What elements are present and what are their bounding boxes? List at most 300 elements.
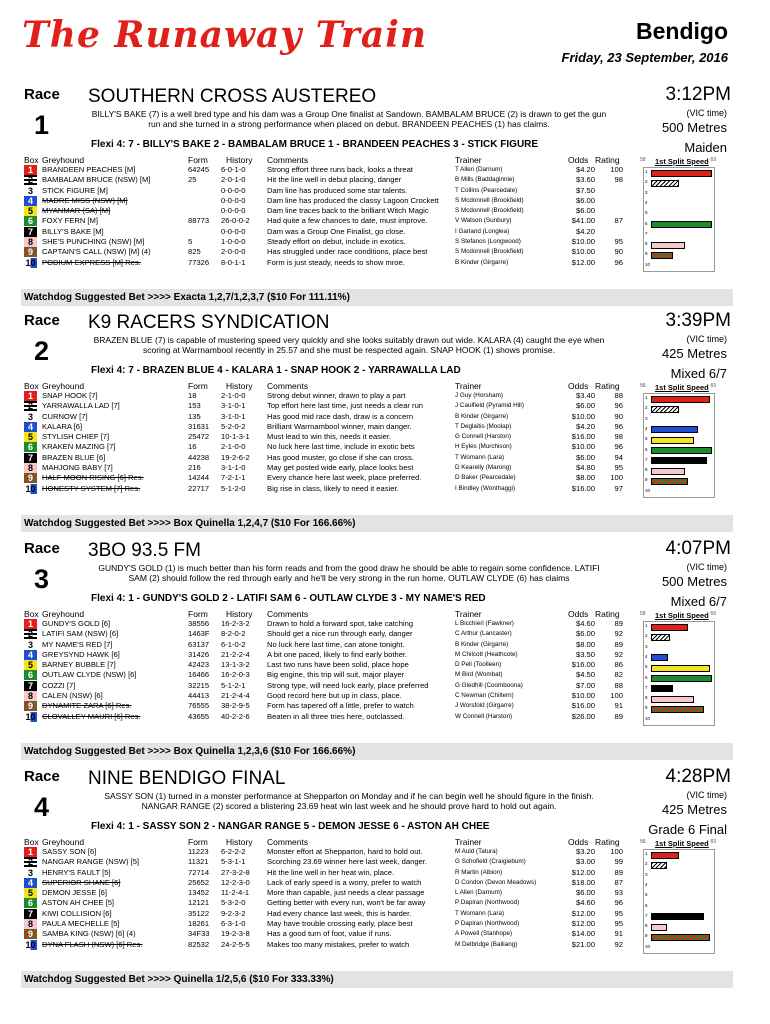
col-box: Box [24,155,39,165]
greyhound-name: GUNDY'S GOLD [6] [42,619,111,628]
speed-bar [651,457,707,464]
rating: 93 [614,888,623,898]
box-number-badge: 8 [24,919,37,929]
comment: Hit the line well in her heat win, place. [267,867,395,877]
box-number-badge: 3 [24,412,37,422]
box-number-badge: 4 [24,650,37,660]
split-speed-chart [639,157,717,277]
odds: $12.00 [571,919,595,929]
col-box: Box [24,609,39,619]
box-number-badge: 6 [24,670,37,680]
race-description: BRAZEN BLUE (7) is capable of mustering speed very quickly and she looks suitably drawn out wide. KALARA (4) caught the eye when scoring at Warrnambool recently in 25.57 and she must be respected again. SNAP HOOK (1) shows promise. [93,335,605,355]
runner-rows [21,391,630,494]
odds: $21.00 [571,939,595,949]
trainer: G Connell (Harston) [455,433,511,441]
odds: $6.00 [575,195,595,205]
rating: 95 [614,237,623,247]
speed-max-label: 69 [710,383,716,389]
race-number: 2 [34,336,50,366]
race-name: SOUTHERN CROSS AUSTEREO [88,86,377,107]
trainer: P Dapiran (Northwood) [455,899,520,907]
greyhound-name: STYLISH CHIEF [7] [42,432,110,442]
odds: $4.50 [575,670,595,680]
greyhound-name: YARRAWALLA LAD [7] [42,401,120,411]
odds: $8.00 [575,473,595,483]
greyhound-name: HENRY'S FAULT [5] [42,867,111,877]
box-number-badge: 3 [24,868,37,878]
speed-bar-label: 6 [645,446,648,452]
odds: $18.00 [571,877,595,887]
trainer: C Newman (Chiltern) [455,692,514,700]
trainer: B Kinder (Girgarre) [455,412,509,420]
runner-row [21,909,630,919]
speed-bar-label: 6 [645,674,648,680]
speed-bar [651,696,694,703]
trainer: T Allen (Darnum) [455,166,503,173]
vic-time-note: (VIC time) [686,108,727,118]
box-number-badge: 5 [24,888,37,898]
race-section-1 [21,84,733,320]
race-number: 3 [34,564,50,594]
box-number-badge: 9 [24,473,37,483]
history: 0-0-0-0 [221,206,246,216]
speed-bar [651,468,685,475]
speed-bar [651,862,667,869]
form: 31426 [188,649,210,659]
trainer: J Guy (Horsham) [455,392,503,399]
runner-row [21,186,630,196]
greyhound-name: NANGAR RANGE (NSW) [5] [42,857,140,867]
speed-bar-label: 10 [645,715,651,721]
comment: Has good muster, go close if she can cross. [267,452,414,462]
history: 21-2-4-4 [221,691,250,701]
speed-bar-label: 2 [645,633,648,639]
race-time: 3:12PM [665,84,731,105]
rating: 87 [614,216,623,226]
box-number-badge: 9 [24,701,37,711]
rating: 92 [614,629,623,639]
speed-bar-label: 1 [645,395,648,400]
flexi-selection: Flexi 4: 1 - SASSY SON 2 - NANGAR RANGE 5 - DEMON JESSE 6 - ASTON AH CHEE [91,821,490,832]
box-number-badge: 5 [24,432,37,442]
history: 6-3-1-0 [221,919,246,929]
history: 12-2-3-0 [221,877,250,887]
form: 44413 [188,691,210,701]
race-number: 4 [34,792,50,822]
history: 9-2-3-2 [221,908,246,918]
race-distance: 500 Metres [661,574,727,589]
venue-title: Bendigo [636,18,728,44]
box-number-badge: 6 [24,442,37,452]
col-form: Form [188,837,208,847]
trainer: C Arthur (Lancaster) [455,630,512,638]
speed-bar-label: 4 [645,881,648,887]
greyhound-name: STICK FIGURE [M] [42,185,108,195]
history: 3-1-0-1 [221,401,246,411]
form: 5 [188,237,193,247]
col-odds: Odds [568,609,589,619]
greyhound-name: MADRE MISS (NSW) [M] [42,195,128,205]
history: 6-0-1-0 [221,165,246,174]
speed-bar [651,221,712,228]
col-rating: Rating [595,155,620,165]
comment: Form has tapered off a little, prefer to watch [267,701,414,711]
rating: 90 [614,411,623,421]
speed-chart-title: 1st Split Speed [655,839,709,848]
speed-bar-label: 3 [645,189,648,195]
race-time: 4:28PM [665,766,731,787]
rating: 94 [614,452,623,462]
form: 13452 [188,888,210,898]
box-number-badge: 1 [24,619,37,629]
trainer: I Garland (Longlea) [455,227,510,235]
greyhound-name: BRANDEEN PEACHES [M] [42,165,136,174]
race-name: K9 RACERS SYNDICATION [88,312,330,333]
history: 3-1-1-0 [221,463,246,473]
col-history: History [226,381,253,391]
comment: Good record here but up in class, place. [267,691,402,701]
runner-row [21,453,630,463]
odds: $10.00 [571,237,595,247]
box-number-badge: 10 [25,939,36,950]
comment: Has struggled under race conditions, place best [267,247,428,257]
history: 6-1-0-2 [221,639,246,649]
trainer: T Deglaitis (Moolap) [455,422,512,430]
speed-bar [651,252,673,259]
speed-bar-label: 5 [645,892,648,898]
form: 38556 [188,619,210,628]
form: 63137 [188,639,210,649]
speed-bar-label: 6 [645,220,648,226]
trainer: M Chilcott (Heathcote) [455,650,518,658]
greyhound-name: BRAZEN BLUE [6] [42,452,106,462]
trainer: D Kearelly (Marong) [455,464,512,472]
odds: $16.00 [571,432,595,442]
trainer: S Mcdonnell (Brookfield) [455,196,524,204]
history: 2-0-0-0 [221,247,246,257]
col-trainer: Trainer [455,381,482,391]
speed-min-label: 58 [640,611,646,617]
flexi-selection: Flexi 4: 7 - BILLY'S BAKE 2 - BAMBALAM BRUCE 1 - BRANDEEN PEACHES 3 - STICK FIGURE [91,139,539,150]
comment: Has good mid race dash, draw is a concern [267,411,414,421]
rating: 92 [614,649,623,659]
rating: 100 [610,165,623,174]
speed-bar-label: 5 [645,664,648,670]
history: 38-2-9-5 [221,701,250,711]
trainer: S Stefanos (Longwood) [455,238,521,246]
speed-bar-label: 3 [645,643,648,649]
race-distance: 425 Metres [661,346,727,361]
vic-time-note: (VIC time) [686,334,727,344]
col-form: Form [188,155,208,165]
form: 16466 [188,670,210,680]
runner-row [21,401,630,411]
comment: Strong type, will need luck early, place preferred [267,680,429,690]
greyhound-name: OUTLAW CLYDE (NSW) [6] [42,670,137,680]
comment: Had every chance last week, this is harder. [267,908,412,918]
speed-max-label: 69 [710,611,716,617]
runner-row [21,619,630,629]
history: 7-2-1-1 [221,473,246,483]
split-speed-chart [639,611,717,731]
speed-bar [651,924,667,931]
rating: 95 [614,919,623,929]
odds: $6.00 [575,888,595,898]
rating: 97 [614,483,623,493]
runner-row [21,660,630,670]
rating: 89 [614,619,623,628]
comment: May have trouble crossing early, place best [267,919,413,929]
form: 16 [188,442,197,452]
rating: 91 [614,929,623,939]
comment: Top effort here last time, just needs a clear run [267,401,424,411]
box-number-badge: 4 [24,196,37,206]
speed-bar-label: 4 [645,425,648,431]
odds: $8.00 [575,639,595,649]
trainer: V Watson (Sunbury) [455,217,512,225]
col-rating: Rating [595,381,620,391]
speed-bar-label: 4 [645,653,648,659]
greyhound-name: MYANMAR (SA) [M] [42,206,111,216]
col-form: Form [188,381,208,391]
race-section-3 [21,538,733,774]
speed-bar-label: 1 [645,623,648,628]
race-class: Maiden [684,140,727,155]
race-class: Grade 6 Final [648,822,727,837]
comment: Lack of early speed is a worry, prefer to watch [267,877,422,887]
speed-bar-label: 9 [645,477,648,483]
odds: $4.20 [575,165,595,174]
form: 153 [188,401,201,411]
form: 35122 [188,908,210,918]
history: 2-1-0-0 [221,391,246,400]
trainer: S Mcdonnell (Brookfield) [455,248,524,256]
the-runaway-train-logo: The Runaway Train [22,14,428,56]
form: 43655 [188,711,210,721]
speed-bar-label: 8 [645,467,648,473]
runner-row [21,175,630,185]
speed-bar-label: 7 [645,912,648,918]
comment: Big rise in class, likely to need it easier. [267,483,399,493]
comment: Drawn to hold a forward spot, take catching [267,619,414,628]
odds: $10.00 [571,442,595,452]
greyhound-name: HALF MOON RISING [6] Res. [42,473,144,483]
box-number-badge: 1 [24,391,37,401]
speed-bar-label: 8 [645,695,648,701]
history: 19-2-3-8 [221,929,250,939]
speed-bar-label: 7 [645,684,648,690]
form: 32215 [188,680,210,690]
speed-bar [651,180,679,187]
watchdog-suggested-bet: Watchdog Suggested Bet >>>> Box Quinella 1,2,4,7 ($10 For 166.66%) [21,515,733,532]
col-odds: Odds [568,155,589,165]
trainer: I Bindley (Wonthaggi) [455,484,516,492]
rating: 96 [614,257,623,267]
race-distance: 500 Metres [661,120,727,135]
box-number-badge: 9 [24,929,37,939]
rating: 100 [610,847,623,856]
rating: 99 [614,857,623,867]
comment: More than capable, just needs a clear passage [267,888,425,898]
watchdog-suggested-bet: Watchdog Suggested Bet >>>> Box Quinella 1,2,3,6 ($10 For 166.66%) [21,743,733,760]
runner-row [21,473,630,483]
speed-bar [651,396,710,403]
split-speed-chart [639,839,717,959]
col-trainer: Trainer [455,609,482,619]
form: 12121 [188,898,210,908]
history: 1-0-0-0 [221,237,246,247]
race-label: Race [24,86,60,103]
col-history: History [226,155,253,165]
box-number-badge: 7 [24,453,37,463]
comment: A bit one paced, likely to find early bother. [267,649,408,659]
trainer: R Martin (Albion) [455,868,503,876]
rating: 88 [614,680,623,690]
greyhound-name: DYNA FLASH (NSW) [6] Res. [42,939,143,949]
greyhound-name: KRAKEN MAZING [7] [42,442,116,452]
trainer: T Collins (Pearcedale) [455,186,518,194]
comment: Must lead to win this, needs it easier. [267,432,392,442]
greyhound-name: DEMON JESSE [6] [42,888,107,898]
greyhound-name: SNAP HOOK [7] [42,391,98,400]
rating: 98 [614,175,623,185]
trainer: D Pell (Toolleen) [455,661,502,669]
history: 24-2-5-5 [221,939,250,949]
speed-max-label: 69 [710,157,716,163]
watchdog-suggested-bet: Watchdog Suggested Bet >>>> Quinella 1/2,5,6 ($10 For 333.33%) [21,971,733,988]
runner-row [21,712,630,722]
col-rating: Rating [595,837,620,847]
trainer: W Connell (Harston) [455,712,513,720]
race-label: Race [24,540,60,557]
greyhound-name: CALEN (NSW) [6] [42,691,103,701]
speed-chart-title: 1st Split Speed [655,157,709,166]
runner-row [21,629,630,639]
box-number-badge: 9 [24,247,37,257]
history: 0-0-0-0 [221,195,246,205]
runner-row [21,412,630,422]
col-odds: Odds [568,837,589,847]
comment: Brilliant Warrnambool winner, main danger. [267,421,412,431]
rating: 95 [614,908,623,918]
speed-bar [651,426,698,433]
runner-row [21,940,630,950]
box-number-badge: 2 [24,401,37,411]
speed-max-label: 69 [710,839,716,845]
col-box: Box [24,381,39,391]
race-label: Race [24,768,60,785]
box-number-badge: 1 [24,165,37,175]
form: 72714 [188,867,210,877]
rating: 96 [614,401,623,411]
odds: $10.00 [571,411,595,421]
runner-row [21,422,630,432]
race-description: BILLY'S BAKE (7) is a well bred type and his dam was a Group One finalist at Sandown. BAMBALAM BRUCE (2) is drawn to get the gun run and she turned in a strong performance when placed on debut. BRANDEEN PEACHES (1) has claims. [91,109,607,129]
runner-row [21,227,630,237]
rating: 90 [614,247,623,257]
box-number-badge: 10 [25,257,36,268]
runner-row [21,237,630,247]
history: 26-0-0-2 [221,216,250,226]
runner-row [21,857,630,867]
box-number-badge: 8 [24,691,37,701]
form: 64245 [188,165,210,174]
box-number-badge: 7 [24,227,37,237]
runner-row [21,165,630,175]
speed-bar-label: 2 [645,405,648,411]
greyhound-name: HONESTY SYSTEM [7] Res. [42,483,141,493]
form: 825 [188,247,201,257]
speed-bars [643,167,715,272]
trainer: M Delbridge (Balliang) [455,940,518,948]
box-number-badge: 6 [24,216,37,226]
comment: Strong debut winner, drawn to play a part [267,391,406,400]
form: 76555 [188,701,210,711]
trainer: D Condon (Devon Meadows) [455,878,537,886]
greyhound-name: PODIUM EXPRESS [M] Res. [42,257,141,267]
col-history: History [226,837,253,847]
odds: $7.50 [575,185,595,195]
trainer: H Eyles (Murchison) [455,443,512,451]
comment: Getting better with every run, won't be far away [267,898,426,908]
comment: Big engine, this trip will suit, major player [267,670,405,680]
col-trainer: Trainer [455,837,482,847]
speed-bar-label: 6 [645,902,648,908]
greyhound-name: MY NAME'S RED [7] [42,639,113,649]
form: 44238 [188,452,210,462]
trainer: P Dapiran (Northwood) [455,920,520,928]
speed-bar [651,624,688,631]
greyhound-name: SAMBA KING (NSW) [6] (4) [42,929,136,939]
box-number-badge: 2 [24,175,37,185]
speed-min-label: 58 [640,383,646,389]
comment: May get posted wide early, place looks best [267,463,414,473]
comment: Every chance here last week, place preferred. [267,473,422,483]
trainer: T Womann (Lara) [455,453,505,461]
form: 77326 [188,257,210,267]
form: 25652 [188,877,210,887]
speed-min-label: 58 [640,839,646,845]
form: 31631 [188,421,210,431]
speed-bar [651,706,704,713]
col-form: Form [188,609,208,619]
box-number-badge: 3 [24,186,37,196]
greyhound-name: BILLY'S BAKE [M] [42,226,104,236]
meeting-date: Friday, 23 September, 2016 [561,50,728,65]
runner-row [21,432,630,442]
speed-bar [651,447,712,454]
trainer: G Schofield (Craigiebum) [455,858,526,866]
runner-row [21,701,630,711]
comment: Dam line has produced some star talents. [267,185,408,195]
comment: Monster effort at Shepparton, hard to hold out. [267,847,423,856]
odds: $7.00 [575,680,595,690]
speed-chart-title: 1st Split Speed [655,611,709,620]
form: 88773 [188,216,210,226]
form: 34F33 [188,929,210,939]
race-distance: 425 Metres [661,802,727,817]
box-number-badge: 10 [25,711,36,722]
runner-row [21,847,630,857]
form: 25 [188,175,197,185]
history: 8-2-0-2 [221,629,246,639]
speed-bar-label: 10 [645,261,651,267]
flexi-selection: Flexi 4: 1 - GUNDY'S GOLD 2 - LATIFI SAM 6 - OUTLAW CLYDE 3 - MY NAME'S RED [91,593,486,604]
history: 19-2-6-2 [221,452,250,462]
trainer: T Womann (Lara) [455,909,505,917]
history: 3-1-0-1 [221,411,246,421]
history: 16-2-3-2 [221,619,250,628]
